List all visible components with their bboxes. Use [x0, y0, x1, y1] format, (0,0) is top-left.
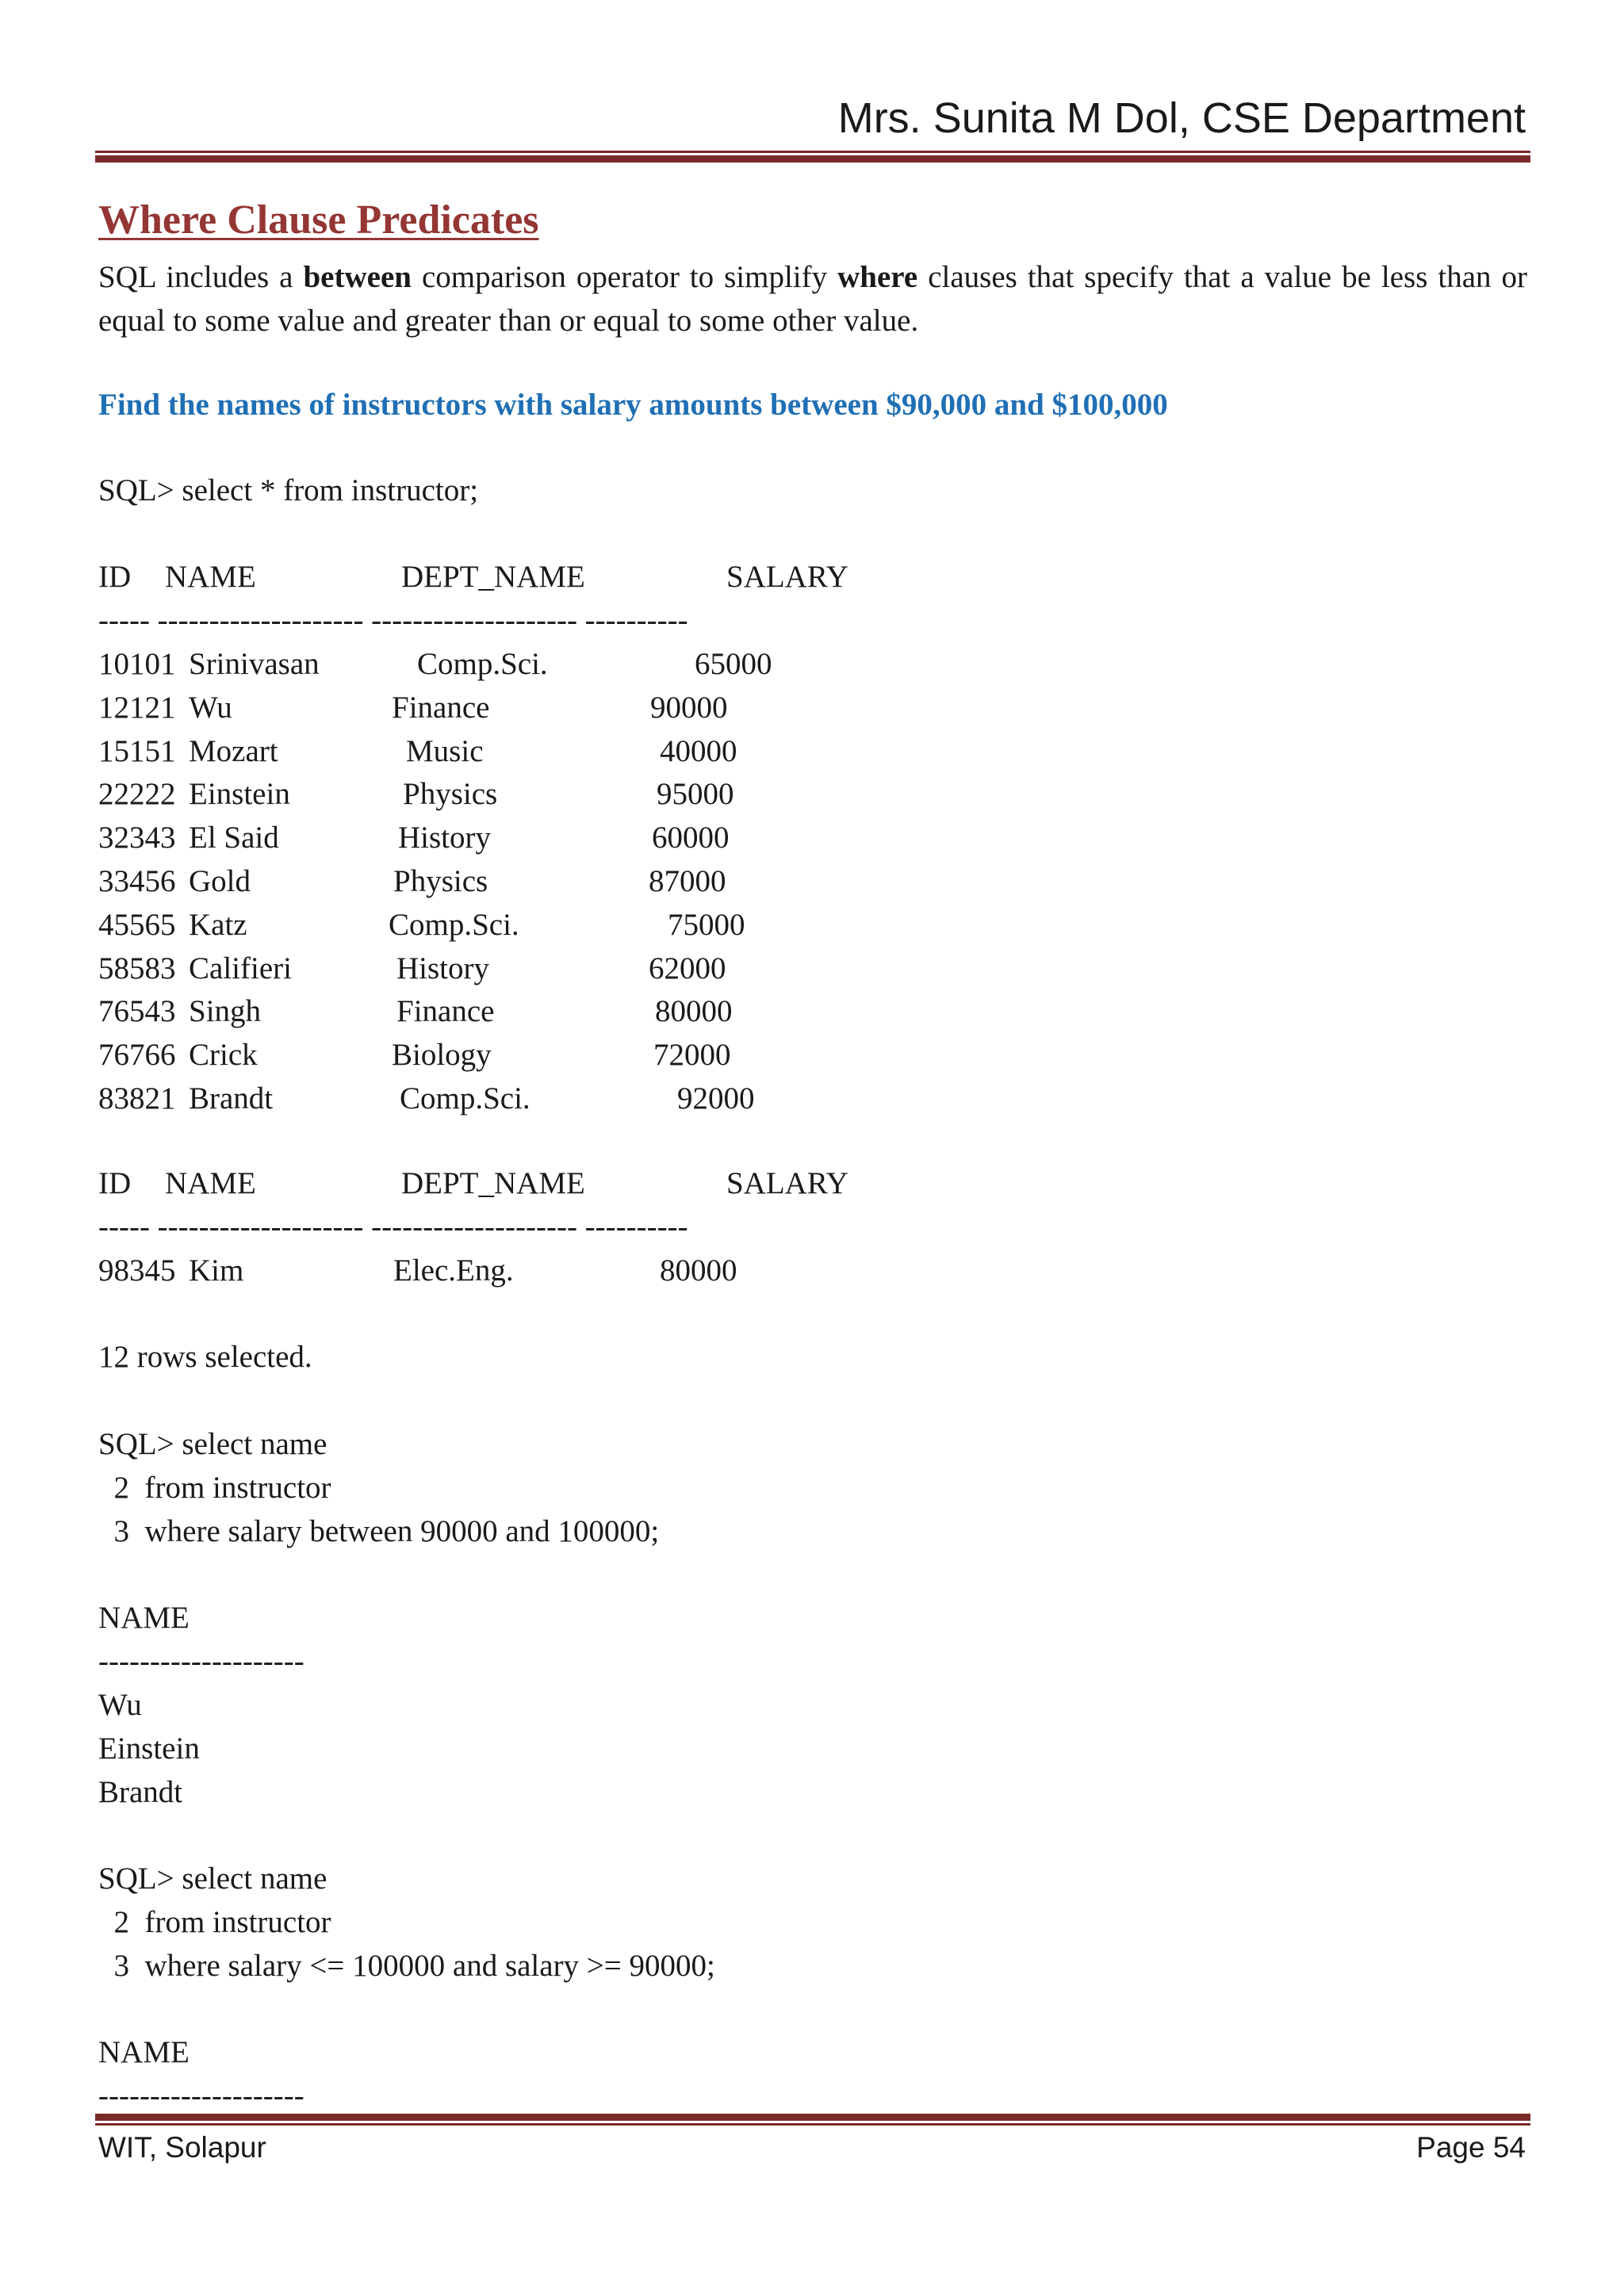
cell-dept: Comp.Sci.	[389, 907, 519, 942]
col-salary-header-2: SALARY	[726, 1166, 848, 1200]
query3-line2: 2 from instructor	[98, 1905, 331, 1939]
cell-salary: 92000	[677, 1081, 755, 1115]
cell-name: Singh	[189, 994, 262, 1029]
query2-line1: SQL> select name	[98, 1427, 327, 1461]
cell-name: Gold	[189, 864, 251, 898]
cell-name: Mozart	[189, 733, 278, 768]
cell-dept: Comp.Sci.	[417, 647, 548, 681]
col-dept-header: DEPT_NAME	[401, 560, 585, 594]
cell-name: Katz	[189, 907, 247, 942]
cell-salary: 80000	[655, 994, 733, 1029]
cell-salary: 87000	[649, 864, 726, 898]
col-name-header-2: NAME	[165, 1166, 256, 1200]
cell-id: 12121	[98, 690, 176, 725]
cell-dept: Comp.Sci.	[400, 1081, 530, 1115]
col-dept-header-2: DEPT_NAME	[401, 1166, 585, 1200]
cell-dept: Finance	[392, 690, 490, 725]
col-id-header: ID	[98, 560, 132, 594]
result2-name: Einstein	[98, 1732, 200, 1766]
cell-id: 58583	[98, 951, 176, 985]
cell-dept: Physics	[393, 864, 488, 898]
cell-name: Brandt	[189, 1081, 274, 1115]
result2-header: NAME	[98, 1601, 190, 1635]
cell-id: 76543	[98, 994, 176, 1029]
cell-salary: 72000	[653, 1038, 731, 1073]
cell-name: Wu	[189, 690, 232, 725]
query2-line2: 2 from instructor	[98, 1471, 331, 1505]
cell-name: Einstein	[189, 777, 290, 812]
result2-separator: --------------------	[98, 1644, 304, 1678]
footer-rule-thin	[95, 2123, 1530, 2126]
cell-id: 83821	[98, 1081, 176, 1115]
intro-text-3: clauses that specify that a value be less than or equal to some value and greater than or equal to some other value.	[98, 260, 1527, 338]
result3-separator: --------------------	[98, 2079, 304, 2113]
cell-id: 22222	[98, 777, 176, 812]
footer-rule-thick	[95, 2114, 1530, 2121]
cell-salary: 62000	[649, 951, 726, 985]
page-header-title: Mrs. Sunita M Dol, CSE Department	[837, 94, 1526, 142]
cell-salary: 80000	[660, 1253, 737, 1288]
footer-institution: WIT, Solapur	[98, 2131, 266, 2164]
footer-page-number: Page 54	[1416, 2131, 1526, 2164]
query2-line3: 3 where salary between 90000 and 100000;	[98, 1514, 660, 1548]
intro-text-1: SQL includes a	[98, 260, 304, 294]
result3-header: NAME	[98, 2035, 190, 2069]
query1-line: SQL> select * from instructor;	[98, 473, 479, 507]
intro-keyword-between: between	[303, 260, 412, 294]
intro-keyword-where: where	[837, 260, 918, 294]
intro-paragraph	[98, 255, 1527, 342]
cell-id: 15151	[98, 733, 176, 768]
cell-name: Crick	[189, 1038, 258, 1073]
cell-dept: Finance	[396, 994, 495, 1029]
cell-salary: 65000	[695, 647, 772, 681]
cell-name: El Said	[189, 821, 279, 855]
cell-salary: 40000	[660, 733, 737, 768]
cell-dept: History	[396, 951, 489, 985]
cell-id: 10101	[98, 647, 176, 681]
result2-name: Wu	[98, 1688, 142, 1722]
cell-name: Califieri	[189, 951, 292, 985]
cell-id: 98345	[98, 1253, 176, 1288]
table2-separator: ----- -------------------- -------------------- ----------	[98, 1210, 688, 1244]
cell-salary: 90000	[650, 690, 728, 725]
cell-salary: 95000	[657, 777, 734, 812]
rows-selected-text: 12 rows selected.	[98, 1340, 312, 1374]
table1-separator: ----- -------------------- -------------------- ----------	[98, 603, 688, 637]
cell-name: Srinivasan	[189, 647, 320, 681]
query3-line3: 3 where salary <= 100000 and salary >= 90000;	[98, 1949, 715, 1983]
header-rule-thin	[95, 151, 1530, 153]
cell-dept: Biology	[392, 1038, 492, 1073]
cell-dept: Physics	[403, 777, 498, 812]
cell-dept: Music	[406, 733, 484, 768]
col-salary-header: SALARY	[726, 560, 848, 594]
question-text: Find the names of instructors with salary amounts between $90,000 and $100,000	[98, 388, 1168, 422]
section-heading: Where Clause Predicates	[98, 197, 539, 243]
cell-salary: 60000	[652, 821, 730, 855]
cell-dept: Elec.Eng.	[393, 1253, 514, 1288]
result2-name: Brandt	[98, 1775, 183, 1809]
cell-salary: 75000	[668, 907, 745, 942]
header-rule-thick	[95, 155, 1530, 163]
cell-dept: History	[398, 821, 491, 855]
col-id-header-2: ID	[98, 1166, 132, 1200]
cell-id: 33456	[98, 864, 176, 898]
query3-line1: SQL> select name	[98, 1862, 327, 1896]
cell-id: 45565	[98, 907, 176, 942]
cell-id: 76766	[98, 1038, 176, 1073]
cell-name: Kim	[189, 1253, 244, 1288]
col-name-header: NAME	[165, 560, 256, 594]
intro-text-2: comparison operator to simplify	[411, 260, 838, 294]
cell-id: 32343	[98, 821, 176, 855]
